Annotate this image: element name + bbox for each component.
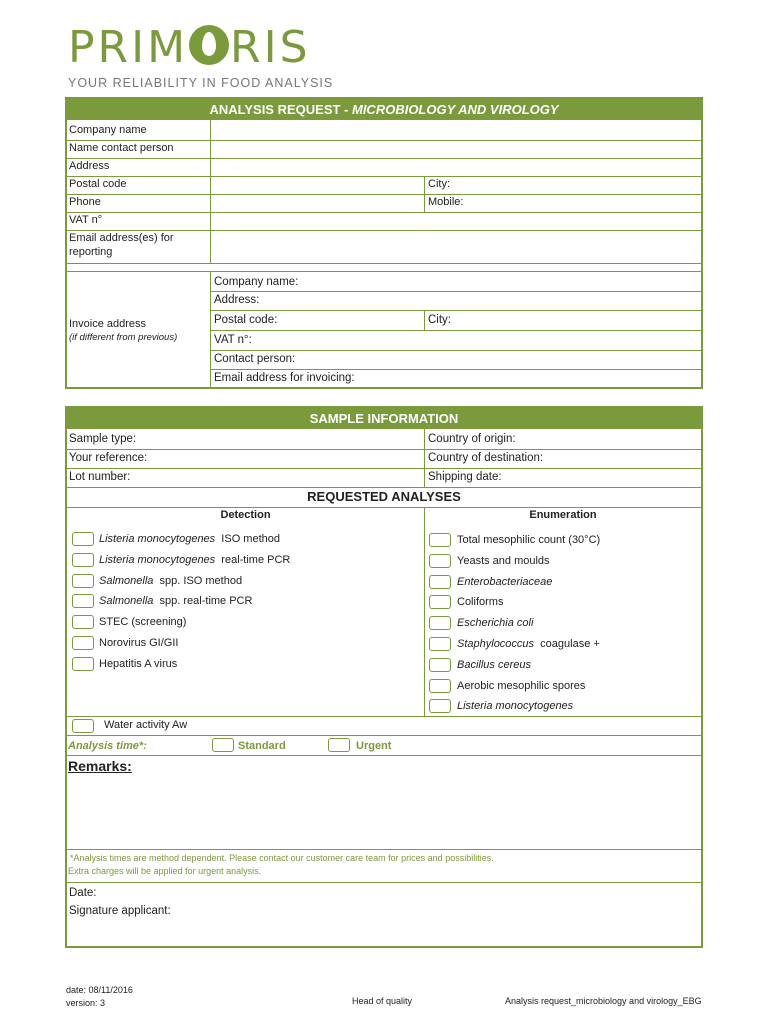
analysis-request-title: ANALYSIS REQUEST - MICROBIOLOGY AND VIROLOGY (67, 99, 701, 120)
invoice-address-note: (if different from previous) (69, 332, 178, 343)
contact-person-field[interactable] (211, 141, 701, 158)
enumeration-item-checkbox[interactable] (429, 679, 451, 693)
mobile-label: Mobile: (428, 196, 464, 208)
footer-date: date: 08/11/2016 (66, 985, 133, 995)
water-activity-label: Water activity Aw (104, 719, 188, 731)
enumeration-item-checkbox[interactable] (429, 554, 451, 568)
enumeration-item-label: Enterobacteriaceae (457, 575, 553, 588)
detection-item-label: Salmonella spp. real-time PCR (99, 595, 253, 608)
date-label: Date: (69, 887, 97, 899)
note-line-2: Extra charges will be applied for urgent analysis. (68, 866, 262, 876)
company-name-field[interactable] (211, 121, 701, 140)
invoice-address-field-label: Address: (214, 294, 260, 306)
enumeration-header: Enumeration (529, 509, 597, 521)
company-name-label: Company name (69, 124, 147, 136)
remarks-label: Remarks: (68, 758, 132, 774)
urgent-checkbox[interactable] (328, 738, 350, 752)
detection-item-label: Norovirus GI/GII (99, 637, 179, 649)
invoice-contact-label: Contact person: (214, 353, 296, 365)
requested-analyses-title: REQUESTED ANALYSES (307, 489, 461, 504)
enumeration-item-checkbox[interactable] (429, 699, 451, 713)
address-label: Address (69, 160, 110, 172)
enumeration-item-checkbox[interactable] (429, 595, 451, 609)
sample-type-label: Sample type: (69, 433, 137, 445)
detection-item-checkbox[interactable] (72, 574, 94, 588)
enumeration-item-label: Aerobic mesophilic spores (457, 679, 586, 692)
detection-item-label: Salmonella spp. ISO method (99, 574, 243, 587)
logo: PRIM RIS (68, 22, 311, 73)
invoice-city-label: City: (428, 314, 451, 326)
origin-label: Country of origin: (428, 433, 516, 445)
reference-label: Your reference: (69, 452, 148, 464)
detection-item-checkbox[interactable] (72, 615, 94, 629)
leaf-icon (189, 25, 229, 65)
vat-label: VAT n° (69, 214, 103, 226)
phone-label: Phone (69, 196, 101, 208)
note-line-1: *Analysis times are method dependent. Please contact our customer care team for prices and possibilities. (70, 853, 494, 863)
analysis-time-label: Analysis time*: (68, 740, 147, 752)
city-label: City: (428, 178, 450, 190)
enumeration-item-label: Total mesophilic count (30°C) (457, 534, 601, 546)
enumeration-item-checkbox[interactable] (429, 616, 451, 630)
enumeration-item-checkbox[interactable] (429, 533, 451, 547)
standard-label: Standard (238, 740, 286, 752)
detection-item-label: Hepatitis A virus (99, 657, 178, 670)
detection-item-checkbox[interactable] (72, 532, 94, 546)
detection-item-label: Listeria monocytogenes real-time PCR (99, 553, 291, 566)
footer-version: version: 3 (66, 998, 106, 1008)
invoice-company-label: Company name: (214, 276, 299, 288)
invoice-vat-label: VAT n°: (214, 334, 252, 346)
detection-item-checkbox[interactable] (72, 553, 94, 567)
water-activity-checkbox[interactable] (72, 719, 94, 733)
enumeration-item-label: Coliforms (457, 596, 504, 609)
enumeration-item-checkbox[interactable] (429, 658, 451, 672)
enumeration-item-checkbox[interactable] (429, 575, 451, 589)
detection-item-checkbox[interactable] (72, 636, 94, 650)
postal-code-label: Postal code (69, 178, 127, 190)
enumeration-item-label: Yeasts and moulds (457, 554, 550, 567)
email-field[interactable] (211, 231, 701, 263)
footer-doc: Analysis request_microbiology and virology_EBG (505, 996, 702, 1006)
lot-label: Lot number: (69, 471, 131, 483)
signature-label: Signature applicant: (69, 905, 171, 917)
shipping-label: Shipping date: (428, 471, 502, 483)
urgent-label: Urgent (356, 740, 392, 752)
enumeration-item-label: Escherichia coli (457, 617, 534, 630)
destination-label: Country of destination: (428, 452, 544, 464)
detection-item-checkbox[interactable] (72, 594, 94, 608)
detection-item-label: Listeria monocytogenes ISO method (99, 533, 280, 545)
enumeration-item-label: Staphylococcus coagulase + (457, 638, 600, 650)
invoice-email-label: Email address for invoicing: (214, 372, 355, 384)
standard-checkbox[interactable] (212, 738, 234, 752)
sample-info-title: SAMPLE INFORMATION (67, 408, 701, 429)
invoice-postal-label: Postal code: (214, 314, 278, 326)
enumeration-item-checkbox[interactable] (429, 637, 451, 651)
remarks-field[interactable] (67, 778, 701, 848)
detection-item-label: STEC (screening) (99, 616, 187, 629)
contact-person-label: Name contact person (69, 142, 174, 154)
email-label: Email address(es) for reporting (69, 232, 174, 258)
footer-head: Head of quality (352, 996, 413, 1006)
enumeration-item-label: Bacillus cereus (457, 658, 531, 671)
enumeration-item-label: Listeria monocytogenes (457, 700, 574, 713)
invoice-address-label: Invoice address (69, 318, 147, 330)
detection-header: Detection (220, 509, 271, 521)
detection-item-checkbox[interactable] (72, 657, 94, 671)
tagline: YOUR RELIABILITY IN FOOD ANALYSIS (68, 76, 334, 90)
